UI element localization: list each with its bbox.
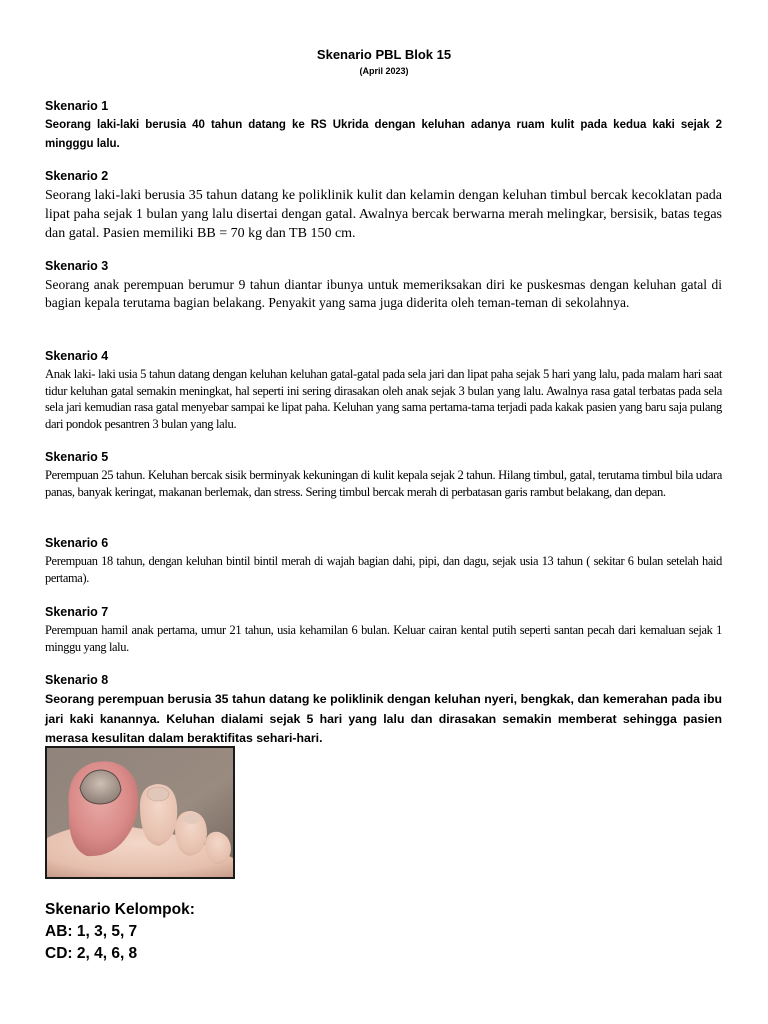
scenario-8 [45,672,722,749]
page-subtitle: (April 2023) [359,66,409,76]
scenario-heading: Skenario 4 [45,349,109,363]
scenario-4 [45,348,722,432]
scenario-text: Anak laki- laki usia 5 tahun datang dengan keluhan keluhan gatal-gatal pada sela jari dan lipat paha sejak 5 hari yang lalu, pada malam hari saat tidur keluhan gatal semakin meningkat, hal seperti ini sering dirasakan oleh anak sejak 3 bulan yang lalu. Awalnya rasa gatal terbatas pada sela sela jari kemudian rasa gatal menyebar sampai ke lipat paha. Keluhan yang sama pertama-tama terjadi pada kakak pasien yang baru saja pulang dari pondok pesantren 3 bulan yang lalu. [45,367,722,431]
scenario-text: Perempuan 18 tahun, dengan keluhan bintil bintil merah di wajah bagian dahi, pipi, dan dagu, sejak usia 13 tahun ( sekitar 6 bulan setelah haid pertama). [45,554,722,585]
scenario-heading: Skenario 6 [45,536,109,550]
group-line-cd: CD: 2, 4, 6, 8 [45,945,138,962]
scenario-1 [45,98,722,154]
scenario-text: Seorang laki-laki berusia 40 tahun datang ke RS Ukrida dengan keluhan adanya ruam kulit pada kedua kaki sejak 2 mingggu lalu. [45,119,722,150]
scenario-7 [45,604,722,655]
group-line-ab: AB: 1, 3, 5, 7 [45,923,138,940]
scenario-heading: Skenario 5 [45,450,109,464]
groups-title: Skenario Kelompok: [45,901,195,918]
scenario-2 [45,168,722,243]
scenario-5 [45,449,722,500]
scenario-heading: Skenario 2 [45,169,109,183]
scenario-text: Perempuan hamil anak pertama, umur 21 tahun, usia kehamilan 6 bulan. Keluar cairan kental putih seperti santan pecah dari kemaluan sejak 1 minggu yang lalu. [45,623,722,654]
page-title: Skenario PBL Blok 15 [316,47,452,62]
scenario-heading: Skenario 1 [45,99,109,113]
scenario-text: Perempuan 25 tahun. Keluhan bercak sisik berminyak kekuningan di kulit kepala sejak 2 tahun. Hilang timbul, gatal, terutama timbul bila udara panas, banyak keringat, makanan berlemak, dan stress. Sering timbul bercak merah di perbatasan garis rambut belakang, dan depan. [45,468,722,499]
toe-photo [45,746,235,879]
scenario-3 [45,258,722,312]
scenario-text: Seorang perempuan berusia 35 tahun datang ke poliklinik dengan keluhan nyeri, bengkak, dan kemerahan pada ibu jari kaki kanannya. Keluhan dialami sejak 5 hari yang lalu dan dirasakan semakin memberat sehingga pasien merasa kesulitan dalam beraktifitas sehari-hari. [45,692,722,745]
scenario-heading: Skenario 8 [45,673,109,687]
scenario-6 [45,535,722,586]
scenario-text: Seorang laki-laki berusia 35 tahun datang ke poliklinik kulit dan kelamin dengan keluhan timbul bercak kecoklatan pada lipat paha sejak 1 bulan yang lalu disertai dengan gatal. Awalnya bercak berwarna merah melingkar, bersisik, batas tegas dan gatal. Pasien memiliki BB = 70 kg dan TB 150 cm. [45,188,722,241]
toe-illustration [47,748,233,877]
group-assignments [45,899,195,965]
scenario-heading: Skenario 7 [45,605,109,619]
scenario-text: Seorang anak perempuan berumur 9 tahun diantar ibunya untuk memeriksakan diri ke puskesmas dengan keluhan gatal di bagian kepala terutama bagian belakang. Penyakit yang sama juga diderita oleh teman-teman di sekolahnya. [45,277,722,310]
scenario-heading: Skenario 3 [45,259,109,273]
